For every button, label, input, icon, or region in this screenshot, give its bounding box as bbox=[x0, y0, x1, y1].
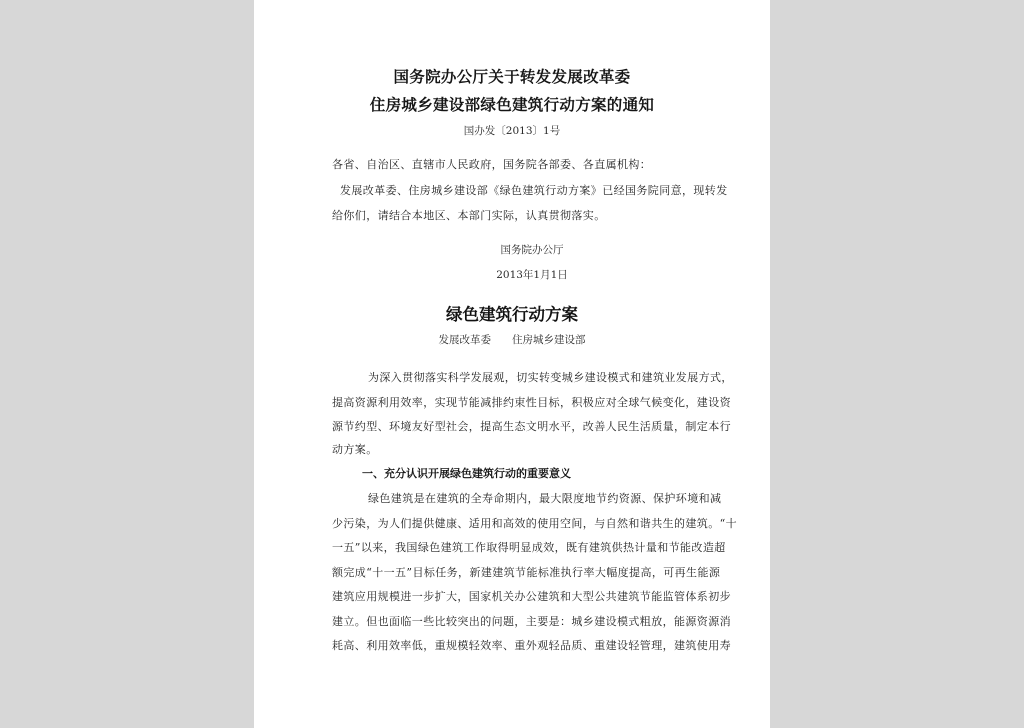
plan-title: 绿色建筑行动方案 bbox=[446, 305, 578, 324]
plan-authors: 发展改革委 住房城乡建设部 bbox=[438, 334, 586, 346]
intro-line-1: 为深入贯彻落实科学发展观，切实转变城乡建设模式和建筑业发展方式， bbox=[368, 371, 733, 384]
notice-body-line-1: 发展改革委、住房城乡建设部《绿色建筑行动方案》已经国务院同意，现转发 bbox=[340, 184, 728, 197]
addressee: 各省、自治区、直辖市人民政府，国务院各部委、各直属机构： bbox=[332, 158, 652, 171]
section-1-line-4: 额完成“十一五”目标任务，新建建筑节能标准执行率大幅度提高，可再生能源 bbox=[332, 566, 721, 579]
section-1-heading: 一、充分认识开展绿色建筑行动的重要意义 bbox=[362, 467, 571, 480]
notice-title-line-2: 住房城乡建设部绿色建筑行动方案的通知 bbox=[369, 95, 655, 114]
document-number: 国办发〔2013〕1号 bbox=[463, 125, 561, 137]
section-1-line-2: 少污染，为人们提供健康、适用和高效的使用空间，与自然和谐共生的建筑。“十 bbox=[332, 517, 738, 530]
intro-line-2: 提高资源利用效率，实现节能减排约束性目标，积极应对全球气候变化，建设资 bbox=[332, 396, 731, 409]
intro-line-4: 动方案。 bbox=[332, 443, 378, 456]
section-1-line-7: 耗高、利用效率低，重规模轻效率、重外观轻品质、重建设轻管理，建筑使用寿 bbox=[332, 639, 731, 652]
page-content bbox=[332, 0, 738, 728]
notice-date: 2013年1月1日 bbox=[496, 269, 568, 281]
notice-body-line-2: 给你们，请结合本地区、本部门实际，认真贯彻落实。 bbox=[332, 209, 606, 222]
section-1-line-3: 一五”以来，我国绿色建筑工作取得明显成效，既有建筑供热计量和节能改造超 bbox=[332, 541, 726, 554]
notice-title-line-1: 国务院办公厅关于转发发展改革委 bbox=[393, 67, 631, 86]
intro-line-3: 源节约型、环境友好型社会，提高生态文明水平，改善人民生活质量，制定本行 bbox=[332, 420, 731, 433]
section-1-line-1: 绿色建筑是在建筑的全寿命期内，最大限度地节约资源、保护环境和减 bbox=[368, 492, 722, 505]
section-1-line-6: 建立。但也面临一些比较突出的问题，主要是：城乡建设模式粗放，能源资源消 bbox=[332, 615, 731, 628]
signer: 国务院办公厅 bbox=[500, 244, 564, 256]
section-1-line-5: 建筑应用规模进一步扩大，国家机关办公建筑和大型公共建筑节能监管体系初步 bbox=[332, 590, 731, 603]
document-page bbox=[254, 0, 770, 728]
